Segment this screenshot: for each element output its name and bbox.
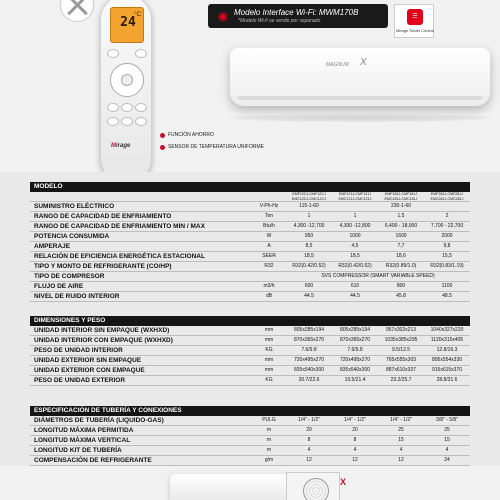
row-unit: mm (264, 357, 274, 363)
row-value: 720x495x270 (339, 357, 371, 363)
row-value: 887x610x337 (385, 367, 417, 373)
row-label: POTENCIA CONSUMIDA (34, 233, 110, 240)
row-value: 4 (399, 447, 403, 453)
pipe-row (30, 426, 470, 436)
row-value: 720x495x270 (293, 357, 325, 363)
spec-row (30, 232, 470, 242)
row-unit: m (266, 437, 272, 443)
spec-row (30, 252, 470, 262)
row-unit: g/m (264, 457, 274, 463)
model-name: EMF121J-CMF121J (338, 192, 372, 196)
remote-button (107, 103, 119, 112)
row-value: 870x365x270 (339, 337, 371, 343)
model-name: EMC12CJ-CMC12CJ (291, 196, 327, 201)
row-value: 765x555x303 (385, 357, 417, 363)
row-unit: KG (265, 377, 273, 383)
row-value: R32(0.83/1.19) (430, 263, 464, 269)
row-label: RANGO DE CAPACIDAD DE ENFRIAMIENTO MIN / MAX (34, 223, 205, 230)
outdoor-fan-icon (303, 478, 329, 500)
row-unit: dB (265, 293, 273, 299)
outdoor-unit-logo-mark: X (340, 477, 347, 487)
row-value: 115-1-60 (299, 203, 319, 209)
remote-button (135, 103, 147, 112)
row-value: 23.2/25.7 (390, 377, 412, 383)
model-name: EMC281J-CMC281J (430, 196, 464, 201)
dimension-row (30, 336, 470, 346)
row-value: 24 (444, 457, 450, 463)
row-unit: A (267, 243, 271, 249)
row-value: 800 (396, 283, 406, 289)
row-value: 4,300 -12,800 (339, 223, 371, 229)
feature-bullet-icon (160, 133, 165, 138)
spec-row (30, 262, 470, 272)
row-value: 805x285x194 (339, 327, 371, 333)
pipes-rows (30, 416, 470, 466)
remote-button (107, 49, 119, 58)
row-value: R32(0.42/0.52) (338, 263, 372, 269)
remote-dpad (110, 63, 144, 97)
wifi-icon: ◉ (217, 9, 229, 23)
outdoor-unit-image (286, 472, 340, 500)
row-unit: V-Ph-Hz (259, 203, 279, 209)
model-name: EMC181J-CMC181J (384, 196, 418, 201)
row-value: 20.7/22.6 (298, 377, 320, 383)
row-value: 1 (307, 213, 311, 219)
row-unit: KG (265, 347, 273, 353)
remote-temperature-unit: °C (134, 12, 141, 18)
row-value: 4,300 -12,700 (293, 223, 325, 229)
row-label: LONGITUD MÁXIMA VERTICAL (34, 437, 131, 444)
dimension-row (30, 366, 470, 376)
row-value: 25 (444, 427, 450, 433)
row-unit: m3/h (263, 283, 275, 289)
smart-control-icon: ☰ (407, 9, 423, 25)
remote-button (107, 117, 119, 126)
row-value: 8 (353, 437, 357, 443)
model-name: EMF12CJ-CMF12CJ (292, 192, 326, 196)
row-value: 12 (398, 457, 404, 463)
row-value: 44.5 (350, 293, 360, 299)
row-unit: Ton (264, 213, 274, 219)
row-value: 15 (444, 437, 450, 443)
row-value: 12 (352, 457, 358, 463)
remote-button (121, 103, 133, 112)
wifi-model-note: *Modelo Wi-fi se vende por separado (238, 18, 321, 24)
pipe-row (30, 436, 470, 446)
row-label: UNIDAD EXTERIOR CON EMPAQUE (34, 367, 145, 374)
specs-table (30, 182, 470, 302)
row-value: R32(0.89/1.0) (385, 263, 417, 269)
dimensions-table (30, 316, 470, 386)
row-unit: R32 (264, 263, 274, 269)
row-value: 48.5 (442, 293, 452, 299)
row-value: 7,700 - 22,700 (430, 223, 464, 229)
row-label: LONGITUD KIT DE TUBERÍA (34, 447, 122, 454)
row-value: 45.8 (396, 293, 406, 299)
row-value: 835x540x300 (293, 367, 325, 373)
spec-row (30, 292, 470, 302)
specs-rows (30, 202, 470, 302)
dimension-row (30, 376, 470, 386)
dimensions-header-label: DIMENSIONES Y PESO (34, 317, 106, 324)
row-value: R32(0.42/0.52) (292, 263, 326, 269)
indoor-unit-image (230, 48, 490, 106)
row-value: 6,400 - 18,000 (384, 223, 418, 229)
row-label: LONGITUD MÁXIMA PERMITIDA (34, 427, 134, 434)
row-value: SVS COMPRESSOR (SMART VARIABLE SPEED) (321, 273, 435, 279)
row-label: RELACIÓN DE EFICIENCIA ENERGÉTICA ESTACIONAL (34, 253, 205, 260)
row-label: UNIDAD INTERIOR SIN EMPAQUE (WXHXD) (34, 327, 170, 334)
row-value: 12 (306, 457, 312, 463)
row-value: 19.5/21.4 (344, 377, 366, 383)
row-value: 9.5/12.5 (391, 347, 411, 353)
row-value: 25 (398, 427, 404, 433)
row-label: PESO DE UNIDAD INTERIOR (34, 347, 123, 354)
dimension-row (30, 356, 470, 366)
row-value: 20 (306, 427, 312, 433)
indoor-unit-image (170, 474, 290, 500)
bottom-product-strip (0, 466, 500, 500)
row-value: 835x540x300 (339, 367, 371, 373)
row-value: 8,5 (305, 243, 313, 249)
row-value: 7,7 (397, 243, 405, 249)
row-value: 12.8/16.3 (436, 347, 458, 353)
row-label: AMPERAJE (34, 243, 71, 250)
row-value: 915x615x370 (431, 367, 463, 373)
row-unit: m (266, 447, 272, 453)
row-value: 1 (353, 213, 357, 219)
dimension-row (30, 326, 470, 336)
row-value: 7.6/9.8 (301, 347, 317, 353)
spec-row (30, 242, 470, 252)
indoor-unit-shadow (232, 114, 488, 122)
indoor-unit-logo-mark: X (360, 57, 367, 68)
fan-icon (60, 0, 94, 22)
remote-display (110, 7, 144, 43)
row-value: 230-1-60 (390, 203, 411, 209)
row-label: PESO DE UNIDAD EXTERIOR (34, 377, 126, 384)
dimensions-header (30, 316, 470, 326)
row-value: 1600 (395, 233, 407, 239)
row-unit: W (266, 233, 272, 239)
wifi-model-banner (208, 4, 388, 28)
product-hero (0, 0, 500, 172)
row-value: 18,5 (304, 253, 314, 259)
row-value: 4 (307, 447, 311, 453)
row-value: 2000 (441, 233, 453, 239)
row-value: 7.6/9.8 (347, 347, 363, 353)
row-value: 2 (445, 213, 449, 219)
spec-row (30, 212, 470, 222)
remote-button (121, 117, 133, 126)
row-value: 1.5 (397, 213, 405, 219)
row-value: 870x365x270 (293, 337, 325, 343)
row-unit: Btu/h (263, 223, 275, 229)
row-label: TIPO Y MONTO DE REFRIGERANTE (CO/HP) (34, 263, 172, 270)
row-value: 4 (353, 447, 357, 453)
dimension-row (30, 346, 470, 356)
row-label: SUMINISTRO ELÉCTRICO (34, 203, 115, 210)
row-value: 1035x385x295 (384, 337, 418, 343)
row-label: UNIDAD EXTERIOR SIN EMPAQUE (34, 357, 142, 364)
row-label: COMPENSACIÓN DE REFRIGERANTE (34, 457, 152, 464)
row-value: 44.5 (304, 293, 314, 299)
model-name: EMC121J-CMC121J (338, 196, 372, 201)
row-unit: PULG (262, 417, 276, 423)
dimensions-rows (30, 326, 470, 386)
remote-button (135, 49, 147, 58)
row-unit: m (266, 427, 272, 433)
indoor-unit-logo: MAGNUM (326, 62, 349, 68)
row-value: 18,5 (350, 253, 360, 259)
remote-temperature: 24 (120, 15, 136, 30)
row-label: DIÁMETROS DE TUBERÍA (LIQUIDO-GAS) (34, 417, 164, 424)
row-label: UNIDAD INTERIOR CON EMPAQUE (WXHXD) (34, 337, 173, 344)
remote-control-image (100, 0, 152, 172)
row-label: RANGO DE CAPACIDAD DE ENFRIAMIENTO (34, 213, 172, 220)
row-value: 15 (398, 437, 404, 443)
specs-header (30, 182, 470, 192)
row-value: 1000 (349, 233, 361, 239)
smart-control-label: Mirage Smart Control (395, 28, 434, 33)
feature-temperature-sensor: SENSOR DE TEMPERATURA UNIFORME (168, 144, 264, 150)
pipes-table (30, 406, 470, 466)
row-value: 1/4" - 1/2" (298, 417, 320, 423)
pipes-header (30, 406, 470, 416)
row-value: 805x554x330 (431, 357, 463, 363)
pipe-row (30, 456, 470, 466)
feature-energy-saving: FUNCIÓN AHORRO (168, 132, 214, 138)
indoor-unit-vent (238, 96, 482, 100)
row-value: 20 (352, 427, 358, 433)
row-value: 1120x315x405 (430, 337, 464, 343)
row-label: TIPO DE COMPRESOR (34, 273, 105, 280)
row-unit: mm (264, 367, 274, 373)
row-value: 957x302x213 (385, 327, 417, 333)
row-unit: mm (264, 327, 274, 333)
pipe-row (30, 446, 470, 456)
wifi-model-title: Modelo Interface Wi-Fi: MWM170B (234, 8, 359, 17)
row-value: 4,5 (351, 243, 359, 249)
row-label: FLUJO DE AIRE (34, 283, 84, 290)
spec-row (30, 222, 470, 232)
row-value: 3/8" - 5/8" (436, 417, 458, 423)
spec-row (30, 202, 470, 212)
smart-control-badge (394, 4, 434, 38)
row-value: 8 (307, 437, 311, 443)
feature-bullet-icon (160, 145, 165, 150)
row-value: 4 (445, 447, 449, 453)
model-name: EMF181J-CMF181J (384, 192, 418, 196)
row-value: 28.8/31.6 (436, 377, 458, 383)
row-unit: SEER (262, 253, 276, 259)
row-value: 950 (304, 233, 314, 239)
pipes-header-label: ESPECIFICACIÓN DE TUBERÍA Y CONEXIONES (34, 407, 182, 414)
pipe-row (30, 416, 470, 426)
row-value: 610 (350, 283, 360, 289)
row-value: 1040x327x220 (430, 327, 464, 333)
row-value: 1/4" - 1/2" (390, 417, 412, 423)
spec-row (30, 282, 470, 292)
row-value: 15,5 (442, 253, 452, 259)
specs-header-label: MODELO (34, 183, 63, 190)
row-value: 600 (304, 283, 314, 289)
row-value: 1100 (441, 283, 453, 289)
row-value: 18,6 (396, 253, 406, 259)
row-value: 1/4" - 1/2" (344, 417, 366, 423)
row-value: 9,8 (443, 243, 451, 249)
row-label: NIVEL DE RUIDO INTERIOR (34, 293, 120, 300)
remote-brand-logo: Mirage (111, 143, 131, 149)
models-row (30, 192, 470, 202)
model-name: EMF281J-CMF281J (430, 192, 464, 196)
remote-button (135, 117, 147, 126)
spec-row (30, 272, 470, 282)
row-value: 805x285x194 (293, 327, 325, 333)
row-unit: mm (264, 337, 274, 343)
